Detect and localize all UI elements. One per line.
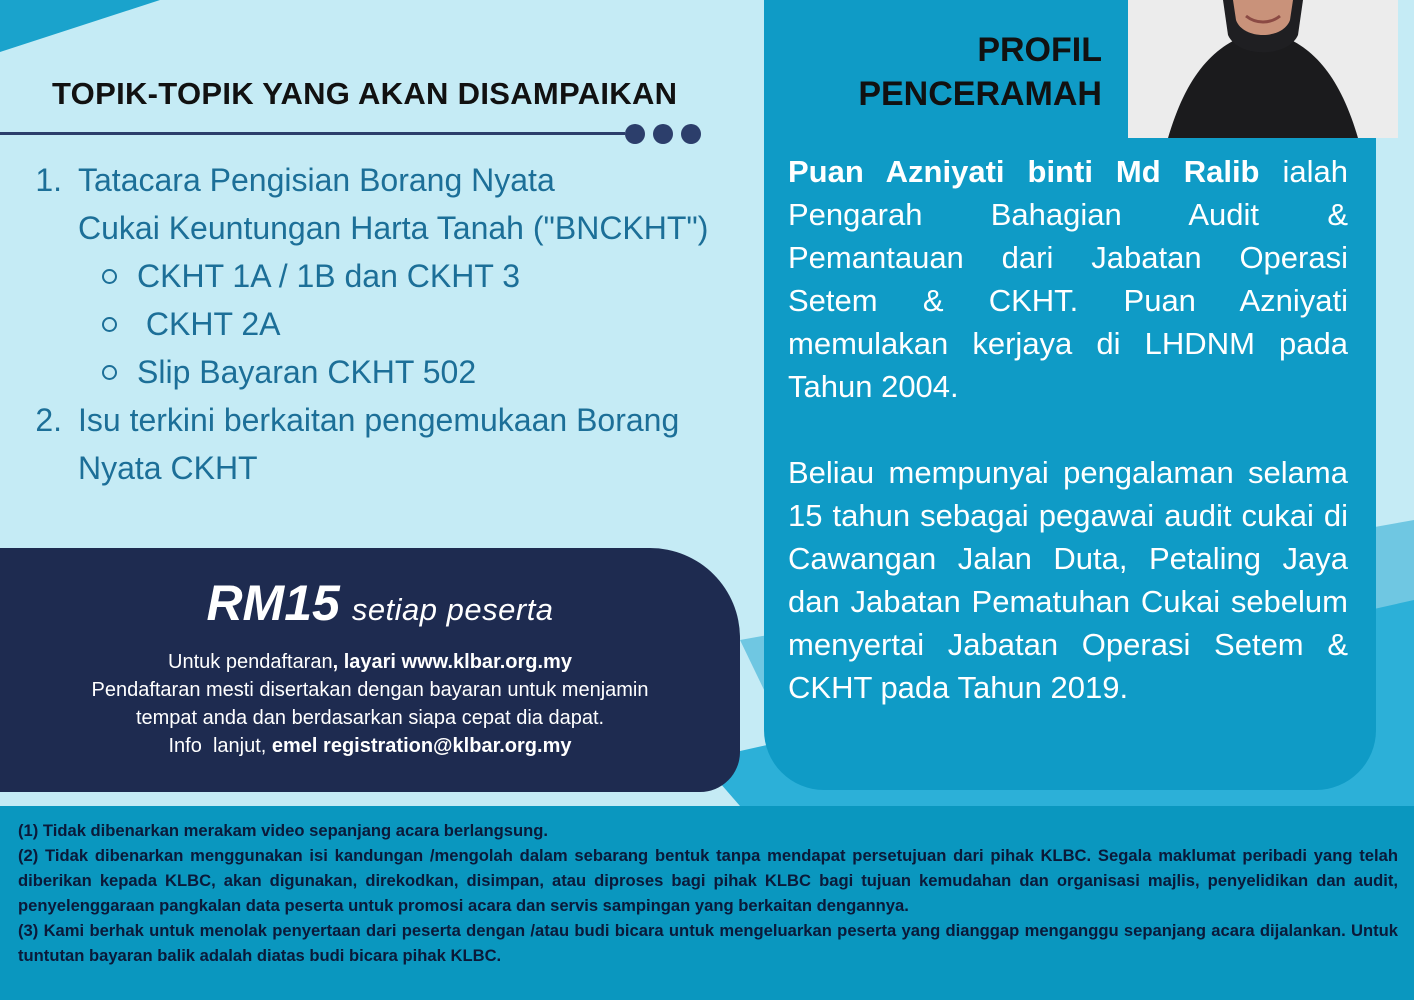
subtopic-item: CKHT 1A / 1B dan CKHT 3 — [102, 252, 758, 300]
price-amount: RM15 — [206, 575, 340, 631]
circle-bullet-icon — [102, 317, 117, 332]
price-box — [0, 548, 740, 792]
subtopic-item: Slip Bayaran CKHT 502 — [102, 348, 758, 396]
circle-bullet-icon — [102, 269, 117, 284]
topic-item-2 — [18, 396, 758, 492]
speaker-photo — [1128, 0, 1398, 138]
topic-list — [18, 156, 758, 492]
speaker-bio: Puan Azniyati binti Md Ralib ialah Pengarah Bahagian Audit & Pemantauan dari Jabatan Operasi Setem & CKHT. Puan Azniyati memulakan kerjaya di LHDNM pada Tahun 2004. Beliau mempunyai pengalaman selama 15 tahun sebagai pegawai audit cukai di Cawangan Jalan Duta, Petaling Jaya dan Jabatan Pematuhan Cukai sebelum menyertai Jabatan Operasi Setem & CKHT pada Tahun 2019. — [788, 150, 1348, 752]
footer-note: (1) Tidak dibenarkan merakam video sepanjang acara berlangsung. — [18, 821, 548, 840]
footer-notes — [18, 818, 1398, 968]
topic-item-1 — [18, 156, 758, 252]
footer-note: (2) Tidak dibenarkan menggunakan isi kandungan /mengolah dalam sebarang bentuk tanpa mendapat persetujuan dari pihak KLBC. Segala maklumat peribadi yang telah diberikan kepada KLBC, akan digunakan, direkodkan, disimpan, atau diproses bagi pihak KLBC bagi tujuan kemudahan dan organisasi majlis, penyelidikan dan audit, penyelenggaraan pangkalan data peserta untuk promosi acara dan servis sampingan yang berkaitan dengannya. — [18, 846, 1398, 915]
subtopic-list — [102, 252, 758, 396]
divider-dots — [625, 124, 701, 144]
registration-info: Untuk pendaftaran, layari www.klbar.org.my Pendaftaran mesti disertakan dengan bayaran untuk menjamin tempat anda dan berdasarkan siapa cepat dia dapat. Info lanjut, emel registration@klbar.org.my — [91, 651, 649, 757]
registration-email[interactable]: emel registration@klbar.org.my — [271, 735, 572, 757]
subtopic-item: CKHT 2A — [102, 300, 758, 348]
footer-note: (3) Kami berhak untuk menolak penyertaan dari peserta dengan /atau budi bicara untuk mengeluarkan peserta yang dianggap menganggu sepanjang acara dijalankan. Untuk tuntutan bayaran balik adalah diatas budi bicara pihak KLBC. — [18, 921, 1398, 965]
speaker-name: Puan Azniyati binti Md Ralib — [788, 154, 1260, 189]
circle-bullet-icon — [102, 365, 117, 380]
price-per-participant: setiap peserta — [351, 592, 554, 627]
profile-heading: PROFIL PENCERAMAH — [858, 31, 1102, 113]
topic-line: Tatacara Pengisian Borang Nyata — [78, 162, 555, 198]
topic-number: 1. — [35, 162, 62, 198]
registration-link[interactable]: , layari www.klbar.org.my — [332, 651, 572, 673]
topic-number: 2. — [35, 402, 62, 438]
price-line — [0, 574, 760, 632]
topic-line: Isu terkini berkaitan pengemukaan Borang — [78, 402, 680, 438]
topics-heading: TOPIK-TOPIK YANG AKAN DISAMPAIKAN — [52, 76, 678, 111]
topic-line: Nyata CKHT — [78, 450, 258, 486]
heading-divider — [0, 132, 625, 135]
topic-line: Cukai Keuntungan Harta Tanah ("BNCKHT") — [78, 210, 709, 246]
speaker-experience: Beliau mempunyai pengalaman selama 15 tahun sebagai pegawai audit cukai di Cawangan Jalan Duta, Petaling Jaya dan Jabatan Pematuhan Cukai sebelum menyertai Jabatan Operasi Setem & CKHT pada Tahun 2019. — [788, 455, 1348, 705]
